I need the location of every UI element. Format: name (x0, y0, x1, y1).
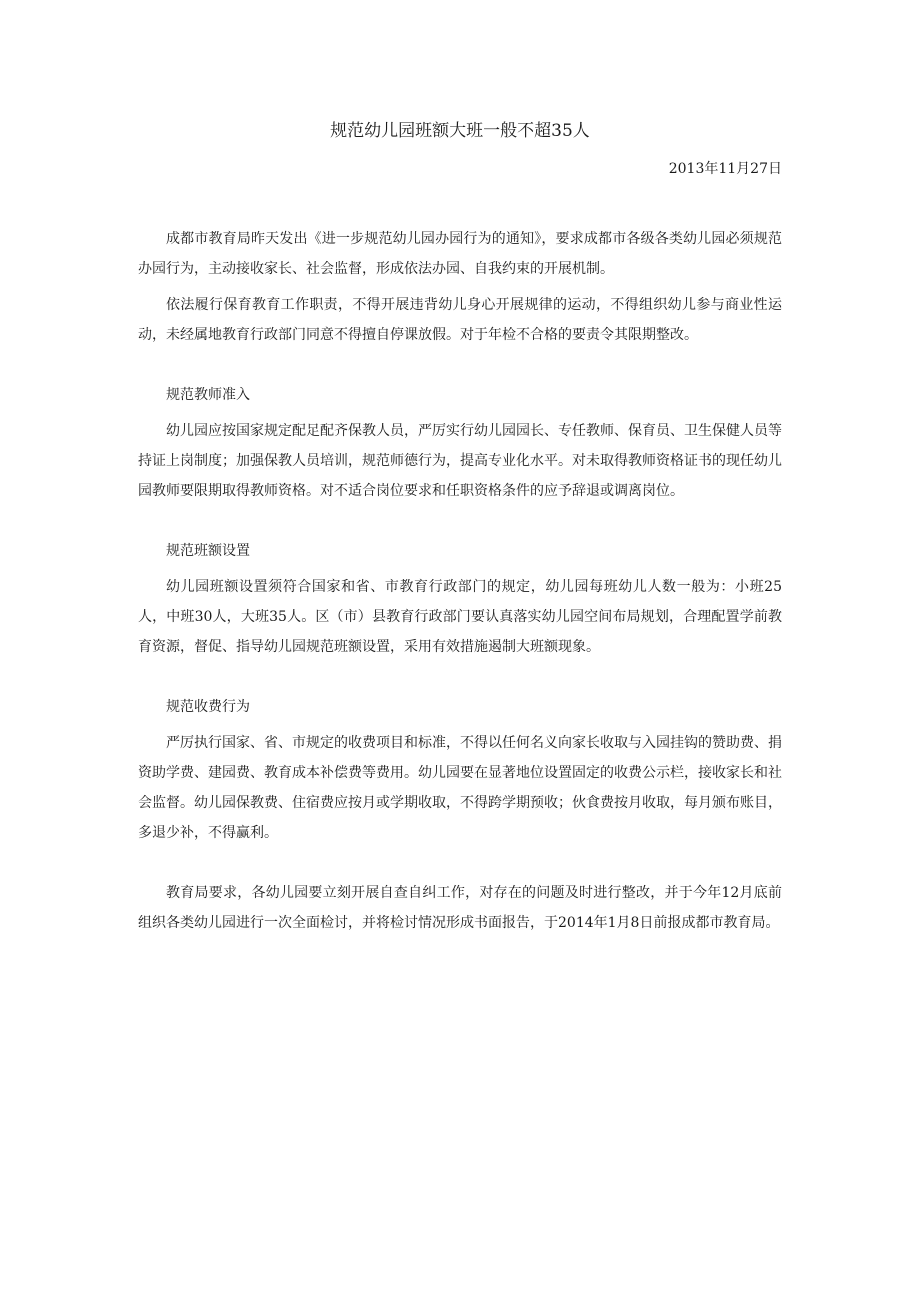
section-body-fees: 严厉执行国家、省、市规定的收费项目和标准，不得以任何名义向家长收取与入园挂钩的赞助费、捐资助学费、建园费、教育成本补偿费等费用。幼儿园要在显著地位设置固定的收费公示栏，接收家长和社会监督。幼儿园保教费、住宿费应按月或学期收取，不得跨学期预收；伙食费按月收取，每月颁布账目，多退少补，不得赢利。 (138, 735, 782, 841)
intro-paragraph-1: 成都市教育局昨天发出《进一步规范幼儿园办园行为的通知》，要求成都市各级各类幼儿园必须规范办园行为，主动接收家长、社会监督，形成依法办园、自我约束的开展机制。 (138, 231, 782, 277)
section-body-class-size: 幼儿园班额设置须符合国家和省、市教育行政部门的规定，幼儿园每班幼儿人数一般为：小班25人，中班30人，大班35人。区（市）县教育行政部门要认真落实幼儿园空间布局规划，合理配置学前教育资源，督促、指导幼儿园规范班额设置，采用有效措施遏制大班额现象。 (138, 579, 782, 655)
document-body (138, 224, 782, 938)
section-body-teacher-admission: 幼儿园应按国家规定配足配齐保教人员，严厉实行幼儿园园长、专任教师、保育员、卫生保健人员等持证上岗制度；加强保教人员培训，规范师德行为，提高专业化水平。对未取得教师资格证书的现任幼儿园教师要限期取得教师资格。对不适合岗位要求和任职资格条件的应予辞退或调离岗位。 (138, 423, 782, 499)
section-heading-fees: 规范收费行为 (166, 699, 250, 715)
section-heading-teacher-admission: 规范教师准入 (166, 387, 250, 403)
closing-paragraph: 教育局要求，各幼儿园要立刻开展自查自纠工作，对存在的问题及时进行整改，并于今年12月底前组织各类幼儿园进行一次全面检讨，并将检讨情况形成书面报告，于2014年1月8日前报成都市教育局。 (138, 885, 782, 931)
document-title: 规范幼儿园班额大班一般不超35人 (330, 121, 590, 141)
section-heading-class-size: 规范班额设置 (166, 543, 250, 559)
intro-paragraph-2: 依法履行保育教育工作职责，不得开展违背幼儿身心开展规律的运动，不得组织幼儿参与商业性运动，未经属地教育行政部门同意不得擅自停课放假。对于年检不合格的要责令其限期整改。 (138, 297, 782, 343)
document-date: 2013年11月27日 (668, 161, 782, 177)
